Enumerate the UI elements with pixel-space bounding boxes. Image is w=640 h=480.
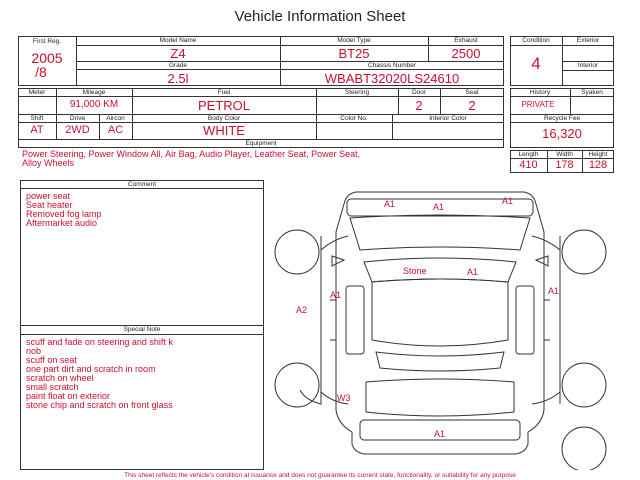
comment-line: power seat	[26, 191, 71, 201]
seat-count: 2	[468, 98, 476, 113]
left-mirror	[332, 256, 344, 266]
comment-label: Comment	[127, 181, 157, 188]
special-note-line: paint float on exterior	[26, 391, 111, 401]
aircon-label: Aircon	[106, 115, 125, 122]
meter-label: Meter	[28, 89, 46, 96]
right-side-profile-inner	[532, 236, 560, 404]
damage-mark: A2	[296, 305, 308, 315]
equipment-label: Equipment	[245, 140, 277, 147]
trunk	[366, 379, 514, 416]
special-note-line: one part dirt and scratch in room	[26, 364, 156, 374]
cabin	[372, 279, 508, 346]
rear-window	[376, 352, 504, 371]
model-type: BT25	[338, 46, 370, 61]
interior-label: Interior	[577, 62, 599, 69]
damage-mark: W3	[337, 393, 351, 403]
special-note-line: scuff on seat	[26, 355, 77, 365]
condition-grade: 4	[531, 54, 541, 73]
shift: AT	[30, 124, 44, 136]
special-note-list	[26, 338, 173, 410]
seat-label: Seat	[465, 89, 479, 96]
special-note-label: Special Note	[123, 326, 161, 333]
first-reg-month: /8	[35, 64, 47, 80]
body-color-label: Body Color	[207, 115, 241, 122]
fuel-label: Fuel	[217, 89, 231, 96]
chassis-number: WBABT32020LS24610	[324, 71, 460, 86]
windshield	[364, 258, 516, 282]
mileage-label: Mileage	[82, 89, 106, 96]
wheel-front-right	[562, 230, 606, 274]
damage-mark: A1	[330, 290, 342, 300]
drive: 2WD	[65, 124, 90, 136]
car-damage-diagram	[270, 180, 620, 470]
history-label: History	[529, 89, 551, 96]
door-label: Door	[411, 89, 427, 96]
damage-mark: A1	[502, 196, 514, 206]
damage-mark: A1	[467, 267, 479, 277]
color-no-label: Color No.	[340, 115, 368, 122]
side-sill-right	[544, 300, 550, 340]
special-note-line: small scratch	[26, 382, 79, 392]
grade-label: Grade	[168, 62, 188, 69]
comment-line: Seat heater	[26, 200, 73, 210]
recycle-fee: 16,320	[542, 126, 582, 141]
interior-color-label: Interior Color	[429, 115, 467, 122]
exterior-label: Exterior	[576, 37, 600, 44]
comment-line: Removed fog lamp	[26, 209, 102, 219]
exhaust: 2500	[451, 46, 481, 61]
chassis-label: Chassis Number	[367, 62, 417, 69]
body-color: WHITE	[203, 123, 245, 138]
left-door	[346, 286, 364, 354]
recycle-fee-label: Recycle Fee	[543, 115, 581, 122]
model-type-label: Model Type	[337, 37, 371, 44]
special-note-line: scuff and fade on steering and shift k	[26, 337, 173, 347]
fuel: PETROL	[197, 98, 250, 113]
equipment-line-2: Alloy Wheels	[22, 158, 75, 168]
right-mirror	[536, 256, 548, 266]
wheel-front-left	[275, 230, 319, 274]
left-side-profile-inner	[321, 236, 348, 404]
first-reg-label: First Reg.	[32, 38, 62, 45]
wheel-rear-right	[562, 363, 606, 407]
width: 178	[555, 159, 574, 171]
grade: 2.5l	[167, 71, 189, 86]
equipment-line-1: Power Steering, Power Window All, Air Bag, Audio Player, Leather Seat, Power Seat,	[22, 149, 361, 159]
damage-mark: Stone	[403, 266, 427, 276]
special-note-line: stone chip and scratch on front glass	[26, 400, 173, 410]
disclaimer-footer: This sheet reflects the vehicle's condition at issuance and does not guarantee its current state, functionality, or suitability for any purpose	[124, 472, 516, 479]
history: PRIVATE	[521, 100, 555, 109]
comment-line: Aftermarket audio	[26, 218, 98, 228]
body-outline	[336, 192, 544, 454]
drive-label: Drive	[69, 115, 86, 122]
comment-list	[26, 192, 102, 228]
right-door	[516, 286, 534, 354]
damage-mark: A1	[433, 202, 445, 212]
wheel-rear-left	[275, 363, 319, 407]
first-reg-year: 2005	[31, 50, 63, 66]
height: 128	[588, 159, 608, 171]
damage-marks	[296, 196, 559, 439]
sheet-title: Vehicle Information Sheet	[234, 8, 406, 25]
height-label: Height	[588, 151, 608, 158]
syaken-label: Syaken	[581, 89, 603, 96]
hood	[350, 215, 530, 250]
exhaust-label: Exhaust	[454, 37, 478, 44]
model-name: Z4	[170, 46, 186, 61]
side-sill-left	[330, 300, 336, 340]
length: 410	[519, 159, 538, 171]
special-note-line: scratch on wheel	[26, 373, 94, 383]
damage-mark: A1	[548, 286, 560, 296]
width-label: Width	[556, 151, 573, 158]
mileage: 91,000 KM	[69, 99, 119, 110]
spare-wheel	[562, 427, 606, 470]
damage-mark: A1	[384, 199, 396, 209]
condition-label: Condition	[522, 37, 550, 44]
steering-label: Steering	[344, 89, 370, 96]
special-note-line: nob	[26, 346, 42, 356]
door-count: 2	[415, 98, 423, 113]
damage-mark: A1	[434, 429, 446, 439]
length-label: Length	[518, 151, 539, 158]
shift-label: Shift	[30, 115, 44, 122]
aircon: AC	[107, 124, 124, 136]
model-name-label: Model Name	[159, 37, 197, 44]
